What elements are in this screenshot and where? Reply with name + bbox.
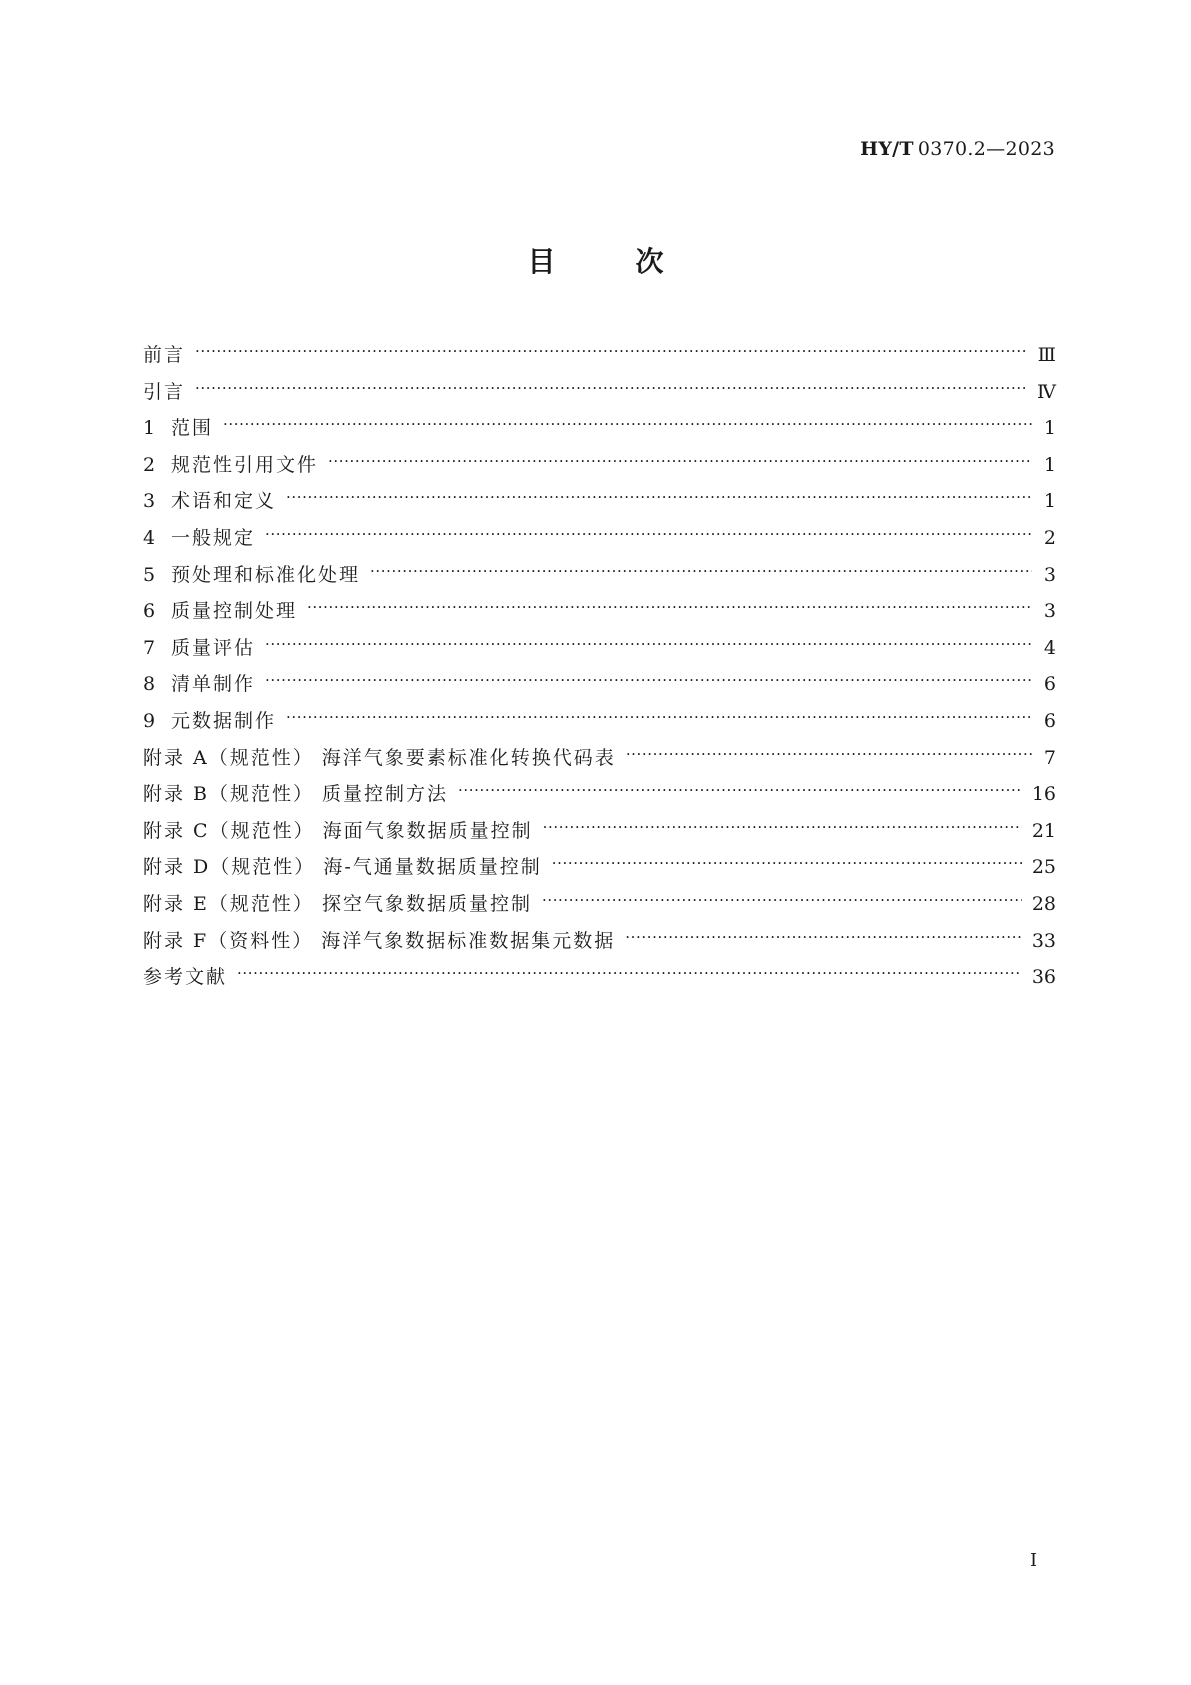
- toc-dot-leader: [286, 487, 1032, 507]
- toc-dot-leader: [626, 744, 1032, 764]
- toc-entry-number: 2: [143, 453, 156, 476]
- toc-entry-bibliography[interactable]: [143, 962, 1056, 999]
- toc-entry-page: 4: [1043, 636, 1056, 659]
- toc-dot-leader: [625, 927, 1022, 947]
- page-title-char-1: 目: [527, 245, 556, 278]
- toc-entry-page: 36: [1031, 966, 1056, 989]
- toc-dot-leader: [370, 561, 1032, 581]
- toc-entry-number: 9: [143, 709, 156, 732]
- toc-entry-page: 1: [1043, 453, 1056, 476]
- toc-entry-page: Ⅲ: [1037, 344, 1056, 366]
- toc-entry-page: 33: [1031, 929, 1056, 952]
- page-title: [0, 240, 1191, 280]
- toc-dot-leader: [265, 670, 1032, 690]
- toc-entry-page: 2: [1043, 526, 1056, 549]
- toc-entry-page: 25: [1031, 856, 1056, 879]
- toc-entry-label: 一般规定: [171, 526, 256, 549]
- toc-entry-annex-d[interactable]: [143, 852, 1056, 889]
- toc-entry-8[interactable]: [143, 669, 1056, 706]
- toc-entry-7[interactable]: [143, 633, 1056, 670]
- toc-entry-number: 1: [143, 417, 156, 440]
- toc-entry-number: 4: [143, 526, 156, 549]
- toc-entry-label: 质量评估: [171, 636, 256, 659]
- toc-entry-page: 7: [1043, 746, 1056, 769]
- toc-entry-label: 元数据制作: [171, 709, 277, 732]
- toc-entry-label: 引言: [143, 380, 186, 403]
- toc-entry-page: 6: [1043, 673, 1056, 696]
- toc-entry-page: 1: [1043, 490, 1056, 513]
- toc-entry-4[interactable]: [143, 523, 1056, 560]
- toc-entry-9[interactable]: [143, 706, 1056, 743]
- toc-dot-leader: [542, 890, 1022, 910]
- toc-entry-label: 清单制作: [171, 673, 256, 696]
- toc-entry-6[interactable]: [143, 596, 1056, 633]
- page-number: I: [1030, 1550, 1038, 1571]
- toc-entry-label: 预处理和标准化处理: [171, 563, 361, 586]
- toc-entry-foreword[interactable]: [143, 340, 1056, 377]
- toc-dot-leader: [237, 963, 1022, 983]
- toc-entry-page: 16: [1031, 783, 1056, 806]
- toc-entry-page: 6: [1043, 709, 1056, 732]
- toc-entry-5[interactable]: [143, 560, 1056, 597]
- toc-entry-number: 7: [143, 636, 156, 659]
- table-of-contents: [143, 340, 1056, 999]
- toc-entry-annex-b[interactable]: [143, 779, 1056, 816]
- toc-entry-label: 附录 C（规范性） 海面气象数据质量控制: [143, 819, 533, 842]
- toc-entry-annex-e[interactable]: [143, 889, 1056, 926]
- toc-entry-label: 前言: [143, 344, 186, 366]
- toc-dot-leader: [543, 817, 1022, 837]
- toc-entry-label: 附录 D（规范性） 海-气通量数据质量控制: [143, 856, 542, 879]
- document-code-number: 0370.2—2023: [917, 138, 1055, 160]
- toc-entry-number: 5: [143, 563, 156, 586]
- toc-entry-label: 附录 A（规范性） 海洋气象要素标准化转换代码表: [143, 746, 616, 769]
- toc-entry-page: 3: [1043, 600, 1056, 623]
- toc-entry-1[interactable]: [143, 413, 1056, 450]
- toc-dot-leader: [552, 853, 1022, 873]
- toc-entry-label: 规范性引用文件: [171, 453, 319, 476]
- toc-entry-number: 8: [143, 673, 156, 696]
- toc-entry-label: 术语和定义: [171, 490, 277, 513]
- toc-entry-label: 附录 B（规范性） 质量控制方法: [143, 783, 449, 806]
- toc-entry-2[interactable]: [143, 450, 1056, 487]
- toc-dot-leader: [265, 524, 1032, 544]
- toc-entry-label: 附录 F（资料性） 海洋气象数据标准数据集元数据: [143, 929, 616, 952]
- toc-dot-leader: [328, 451, 1032, 471]
- toc-dot-leader: [286, 707, 1032, 727]
- toc-entry-page: 3: [1043, 563, 1056, 586]
- toc-entry-annex-f[interactable]: [143, 926, 1056, 963]
- toc-entry-label: 参考文献: [143, 966, 228, 989]
- toc-entry-3[interactable]: [143, 486, 1056, 523]
- toc-entry-page: Ⅳ: [1037, 380, 1056, 403]
- document-code: [860, 138, 1055, 160]
- page-title-char-2: 次: [635, 245, 664, 278]
- toc-entry-label: 范围: [171, 417, 214, 440]
- toc-entry-page: 21: [1031, 819, 1056, 842]
- toc-entry-introduction[interactable]: [143, 377, 1056, 414]
- toc-entry-annex-a[interactable]: [143, 743, 1056, 780]
- document-code-prefix: HY/T: [860, 138, 914, 160]
- toc-dot-leader: [195, 378, 1027, 398]
- toc-entry-number: 6: [143, 600, 156, 623]
- toc-entry-label: 质量控制处理: [171, 600, 298, 623]
- toc-dot-leader: [458, 780, 1022, 800]
- toc-entry-number: 3: [143, 490, 156, 513]
- toc-dot-leader: [307, 597, 1032, 617]
- toc-entry-page: 28: [1031, 892, 1056, 915]
- toc-entry-label: 附录 E（规范性） 探空气象数据质量控制: [143, 892, 532, 915]
- toc-entry-page: 1: [1043, 417, 1056, 440]
- toc-dot-leader: [223, 414, 1032, 434]
- toc-dot-leader: [265, 634, 1032, 654]
- toc-dot-leader: [195, 341, 1028, 361]
- toc-entry-annex-c[interactable]: [143, 816, 1056, 853]
